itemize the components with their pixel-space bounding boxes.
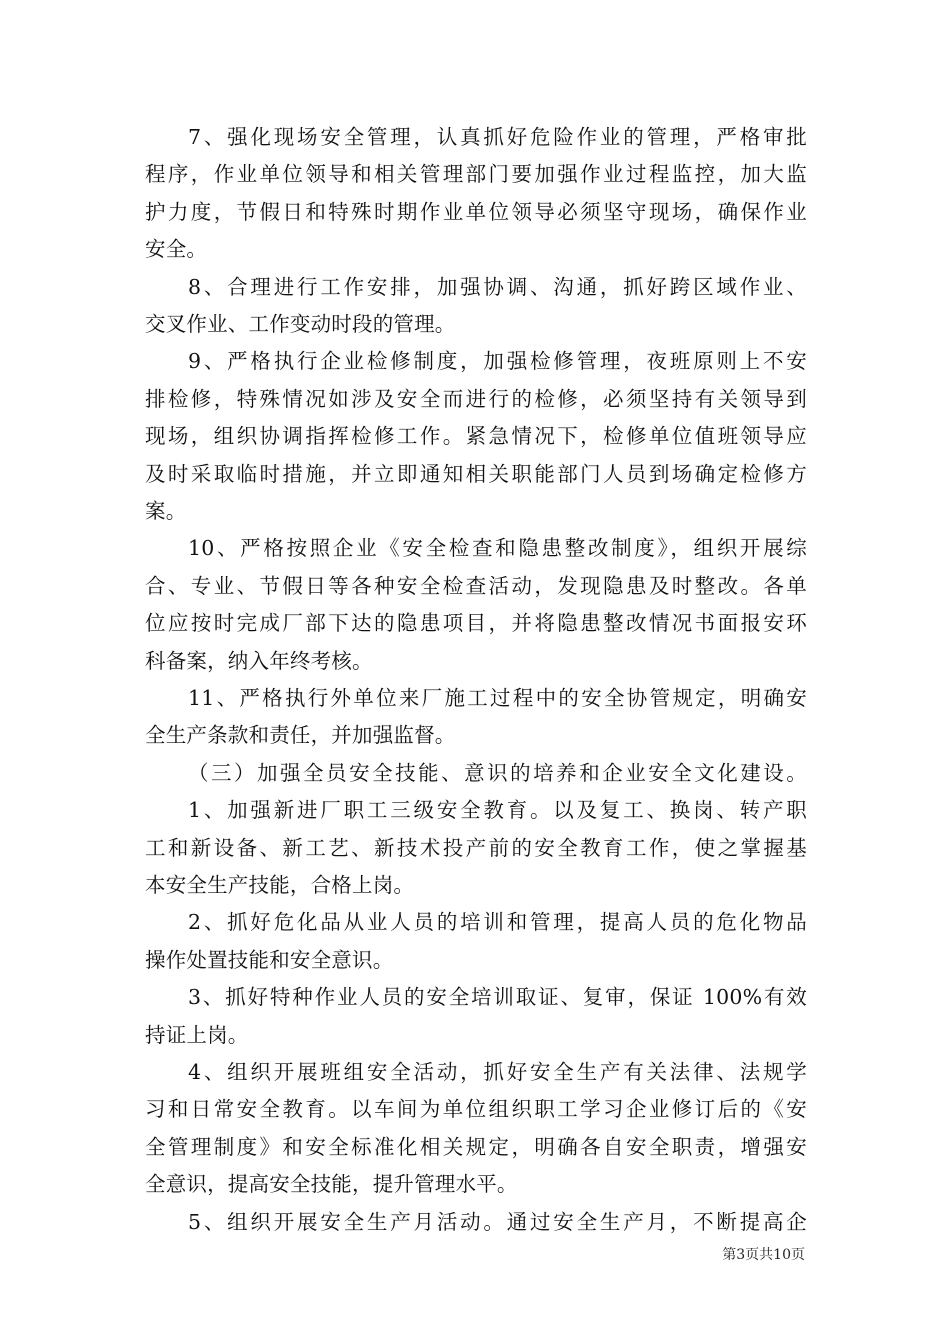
text-line: 全意识，提高安全技能，提升管理水平。	[145, 1172, 518, 1197]
text-line: 11、严格执行外单位来厂施工过程中的安全协管规定，明确安	[188, 686, 807, 710]
text-line: 9、严格执行企业检修制度，加强检修管理，夜班原则上不安	[188, 349, 807, 374]
text-line: 科备案，纳入年终考核。	[145, 648, 373, 673]
text-line: 习和日常安全教育。以车间为单位组织职工学习企业修订后的《安	[145, 1097, 807, 1122]
text-line: 及时采取临时措施，并立即通知相关职能部门人员到场确定检修方	[145, 461, 807, 486]
text-line: 合、专业、节假日等各种安全检查活动，发现隐患及时整改。各单	[145, 573, 807, 598]
text-line: 1、加强新进厂职工三级安全教育。以及复工、换岗、转产职	[188, 798, 807, 823]
text-line: （三）加强全员安全技能、意识的培养和企业安全文化建设。	[188, 760, 807, 785]
text-line: 5、组织开展安全生产月活动。通过安全生产月，不断提高企	[188, 1209, 807, 1234]
text-line: 2、抓好危化品从业人员的培训和管理，提高人员的危化物品	[188, 910, 807, 935]
text-line: 持证上岗。	[145, 1022, 249, 1047]
text-line: 工和新设备、新工艺、新技术投产前的安全教育工作，使之掌握基	[145, 835, 807, 860]
text-line: 3、抓好特种作业人员的安全培训取证、复审，保证 100%有效	[188, 985, 807, 1010]
text-line: 位应按时完成厂部下达的隐患项目，并将隐患整改情况书面报安环	[145, 611, 807, 636]
text-line: 4、组织开展班组安全活动，抓好安全生产有关法律、法规学	[188, 1060, 807, 1084]
text-line: 现场，组织协调指挥检修工作。紧急情况下，检修单位值班领导应	[145, 424, 807, 449]
text-line: 交叉作业、工作变动时段的管理。	[145, 312, 456, 336]
text-line: 护力度，节假日和特殊时期作业单位领导必须坚守现场，确保作业	[145, 199, 807, 224]
page-number: 第3页共10页	[722, 1247, 805, 1263]
text-line: 案。	[145, 499, 187, 523]
text-line: 全管理制度》和安全标准化相关规定，明确各自安全职责，增强安	[145, 1134, 807, 1159]
text-line: 安全。	[145, 237, 208, 262]
text-line: 7、强化现场安全管理，认真抓好危险作业的管理，严格审批	[188, 125, 807, 149]
text-line: 程序，作业单位领导和相关管理部门要加强作业过程监控，加大监	[145, 162, 807, 187]
text-line: 本安全生产技能，合格上岗。	[145, 873, 415, 897]
text-line: 全生产条款和责任，并加强监督。	[145, 723, 456, 748]
text-line: 排检修，特殊情况如涉及安全而进行的检修，必须坚持有关领导到	[145, 386, 807, 411]
text-line: 10、严格按照企业《安全检查和隐患整改制度》，组织开展综	[188, 536, 807, 561]
text-line: 8、合理进行工作安排，加强协调、沟通，抓好跨区域作业、	[188, 274, 807, 299]
text-line: 操作处置技能和安全意识。	[145, 947, 394, 972]
